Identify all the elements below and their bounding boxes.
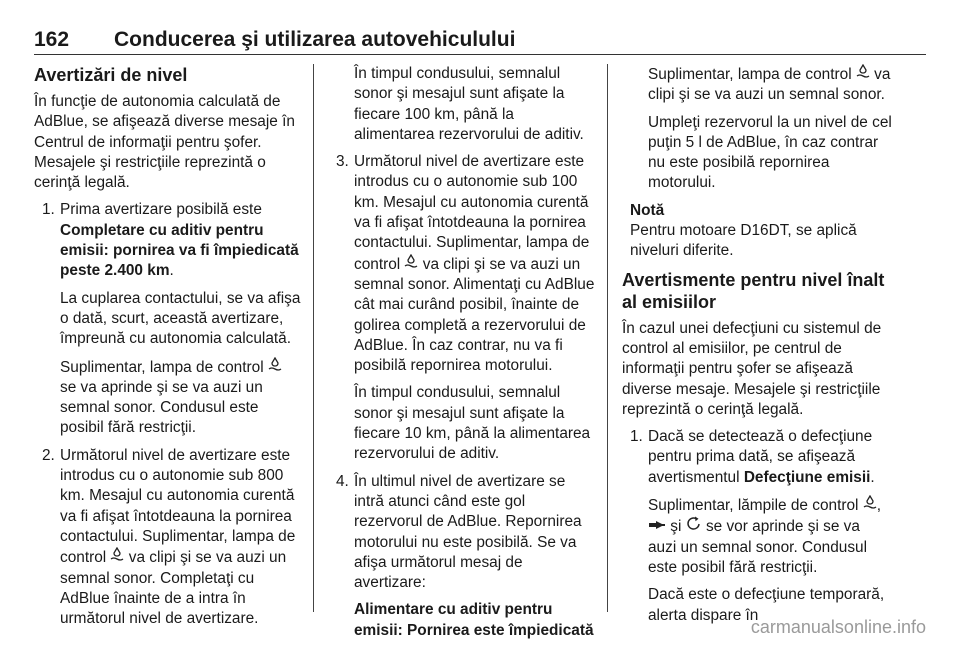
intro-paragraph: În cazul unei defecţiuni cu sistemul de control al emisiilor, pe centrul de informaţii pentru şofer se afişează diverse mesaje. Mesajele şi restricţiile reprezintă o cerinţă legală. <box>622 319 882 418</box>
page-title: Conducerea şi utilizarea autovehiculului <box>114 28 516 51</box>
list-number: 1. <box>630 428 643 446</box>
continued-list-item <box>622 64 892 194</box>
watermark: carmanualsonline.info <box>750 617 926 637</box>
paragraph <box>354 152 596 376</box>
list-item <box>34 446 302 630</box>
page-header <box>34 28 926 54</box>
adblue-lamp-icon <box>863 495 877 515</box>
text: . <box>870 468 875 486</box>
section-heading: Avertizări de nivel <box>34 65 188 85</box>
text: şi <box>666 518 686 536</box>
list-number: 3. <box>336 153 349 171</box>
list-item <box>622 427 892 626</box>
paragraph: Dacă este o defecţiune temporară, alerta dispare în <box>648 586 885 624</box>
text: Suplimentar, lămpile de control <box>648 497 863 515</box>
paragraph <box>60 446 302 630</box>
glow-plug-icon <box>648 516 666 536</box>
paragraph <box>60 200 302 281</box>
paragraph <box>60 357 302 439</box>
list-number: 4. <box>336 472 349 490</box>
paragraph: Umpleţi rezervorul la un nivel de cel puţin 5 l de AdBlue, în caz contrar nu este posibilă repornirea motorului. <box>648 113 892 192</box>
note-text: Pentru motoare D16DT, se aplică niveluri diferite. <box>630 222 857 260</box>
section-heading: Avertismente pentru nivel înalt al emisiilor <box>622 269 885 312</box>
warning-message: Completare cu aditiv pentru emisii: pornirea va fi împiedicată peste 2.400 km <box>60 221 299 280</box>
text: Suplimentar, lampa de control <box>60 358 268 376</box>
column-1 <box>34 64 302 636</box>
text: . <box>169 262 174 280</box>
engine-check-icon <box>686 516 702 536</box>
adblue-lamp-icon <box>110 547 124 567</box>
column-3 <box>622 64 892 633</box>
note-box <box>622 201 892 262</box>
column-2 <box>328 64 596 648</box>
paragraph <box>354 600 596 641</box>
paragraph <box>648 427 892 488</box>
text: Prima avertizare posibilă este <box>60 201 262 219</box>
list-number: 1. <box>42 201 55 219</box>
list-number: 2. <box>42 446 55 464</box>
column-divider <box>313 64 314 612</box>
adblue-lamp-icon <box>268 357 282 377</box>
list-item <box>34 200 302 438</box>
intro-paragraph: În funcţie de autonomia calculată de AdBlue, se afişează diverse mesaje în Centrul de informaţii pentru şofer. Mesajele şi restricţiile reprezintă o cerinţă legală. <box>34 93 295 192</box>
page-number: 162 <box>34 28 70 51</box>
note-title: Notă <box>630 201 665 219</box>
header-rule <box>34 54 926 55</box>
text: Dacă se detectează o defecţiune pentru prima dată, se afişează avertismentul <box>648 428 873 486</box>
paragraph: La cuplarea contactului, se va afişa o dată, scurt, această avertizare, împreună cu autonomia calculată. <box>60 289 301 348</box>
text: , <box>876 497 882 515</box>
paragraph <box>648 64 892 106</box>
list-item <box>328 152 596 464</box>
warning-message: Alimentare cu aditiv pentru emisii: Pornirea este împiedicată <box>354 601 594 639</box>
column-divider <box>607 64 608 612</box>
paragraph <box>648 495 892 578</box>
text: va clipi şi se va auzi un semnal sonor. Completaţi cu AdBlue înainte de a intra în următorul nivel de avertizare. <box>60 549 287 628</box>
paragraph: În timpul condusului, semnalul sonor şi mesajul sunt afişate la fiecare 100 km, până la alimentarea rezervorului de aditiv. <box>354 65 584 143</box>
adblue-lamp-icon <box>856 64 870 84</box>
text: se va aprinde şi se va auzi un semnal sonor. Condusul este posibil fără restricţii. <box>60 378 263 437</box>
list-item <box>328 472 596 641</box>
adblue-lamp-icon <box>404 254 418 274</box>
text: Următorul nivel de avertizare este introdus cu o autonomie sub 800 km. Mesajul cu autonomia curentă va fi afişat întotdeauna la pornirea contactului. Suplimentar, lampa de control <box>60 446 296 567</box>
paragraph: În timpul condusului, semnalul sonor şi mesajul sunt afişate la fiecare 10 km, până la alimentarea rezervorului de aditiv. <box>354 384 591 463</box>
text: Suplimentar, lampa de control <box>648 66 856 83</box>
text: va clipi şi se va auzi un semnal sonor. <box>648 66 891 104</box>
warning-message: Defecţiune emisii <box>743 468 871 486</box>
text: Următorul nivel de avertizare este introdus cu o autonomie sub 100 km. Mesajul cu autonomia curentă va fi afişat întotdeauna la pornirea contactului. Suplimentar, lampa de control <box>354 153 590 273</box>
text: va clipi şi se va auzi un semnal sonor. Alimentaţi cu AdBlue cât mai curând posibil, înainte de golirea completă a rezervorului de AdBlue. În caz contrar, nu va fi posibilă repornirea motorului. <box>354 255 595 375</box>
paragraph: În ultimul nivel de avertizare se intră atunci când este gol rezervorul de AdBlue. Repornirea motorului nu este posibilă. Se va afişa următorul mesaj de avertizare: <box>354 472 582 592</box>
text: se vor aprinde şi se va auzi un semnal sonor. Condusul este posibil fără restricţii. <box>648 518 868 576</box>
